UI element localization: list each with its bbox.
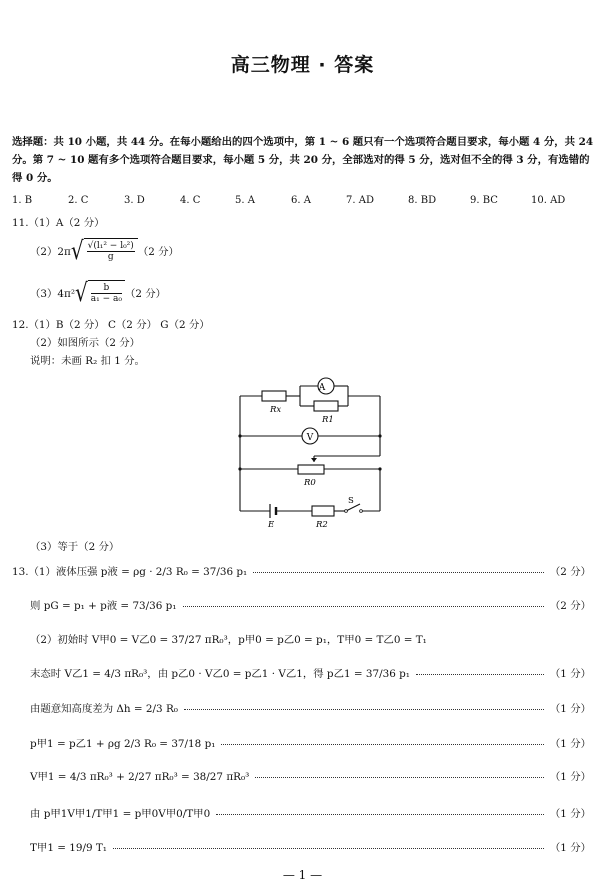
q13-line-text: p甲1 = p乙1 + ρg 2/3 R₀ = 37/18 p₁ <box>30 738 216 750</box>
q11-part2-denominator: g <box>107 252 114 262</box>
r2-label: R2 <box>316 520 328 530</box>
q13-line-score: （1 分） <box>549 703 591 715</box>
switch-label: S <box>348 496 354 506</box>
q12-note: 说明：未画 R₂ 扣 1 分。 <box>30 355 145 367</box>
ammeter-label: A <box>318 383 326 393</box>
q12-part1: 12.（1）B（2 分） C（2 分） G（2 分） <box>12 319 210 331</box>
q11-part2-prefix: （2）2π <box>30 245 71 258</box>
q13-line-score: （1 分） <box>549 668 591 680</box>
page-title: 高三物理 · 答案 <box>230 54 375 76</box>
r1-resistor <box>314 401 338 411</box>
choice-section-instructions: 选择题：共 10 小题，共 44 分。在每小题给出的四个选项中，第 1 ~ 6 题只有一个选项符合题目要求，每小题 4 分，共 24 分。第 7 ~ 10 题有多个选项符合题目要求，每小题 5 分，共 20 分，全部选对的得 5 分，选对但不全的得 3 分，有选错的得 0 分。 <box>12 136 594 184</box>
choice-answer: 4. C <box>180 195 201 206</box>
choice-answers-row <box>12 195 597 209</box>
q13-line-text: 由题意知高度差为 Δh = 2/3 R₀ <box>30 703 178 715</box>
q13-line-score: （1 分） <box>549 808 591 820</box>
q11-part2 <box>30 235 179 265</box>
junction-dot <box>378 467 381 470</box>
dotted-leader <box>184 709 544 710</box>
circuit-diagram <box>230 374 390 534</box>
q13-line <box>30 631 591 646</box>
dotted-leader <box>113 848 544 849</box>
q13-line <box>30 665 591 680</box>
q11-part3-fraction <box>91 283 122 304</box>
voltmeter-label: V <box>306 433 314 443</box>
choice-answer: 3. D <box>124 195 145 206</box>
dotted-leader <box>253 572 544 573</box>
r2-resistor <box>312 506 334 516</box>
slider-arrow <box>311 458 317 462</box>
choice-answer: 10. AD <box>531 195 566 206</box>
q13-line-text: 13.（1）液体压强 p液 = ρg · 2/3 R₀ = 37/36 p₁ <box>12 566 248 578</box>
choice-answer: 2. C <box>68 195 89 206</box>
q13-line <box>30 735 591 750</box>
q11-part2-numerator: √(l₁² − l₀²) <box>87 241 134 251</box>
q11-part2-score: （2 分） <box>137 245 179 258</box>
q13-line-text: （2）初始时 V甲0 = V乙0 = 37/27 πR₀³，p甲0 = p乙0 = p₁，T甲0 = T乙0 = T₁ <box>30 634 427 646</box>
r0-label: R0 <box>304 478 316 488</box>
dotted-leader <box>216 814 544 815</box>
junction-dot <box>238 434 241 437</box>
r1-label: R1 <box>322 415 334 425</box>
q13-line <box>30 839 591 854</box>
dotted-leader <box>221 744 544 745</box>
q11-part3-numerator: b <box>91 283 122 294</box>
switch-contact <box>360 510 363 513</box>
q13-line-text: 由 p甲1V甲1/T甲1 = p甲0V甲0/T甲0 <box>30 808 211 820</box>
q12-part2: （2）如图所示（2 分） <box>30 337 141 349</box>
choice-answer: 1. B <box>12 195 33 206</box>
q13-line-score: （1 分） <box>549 771 591 783</box>
rx-resistor <box>262 391 286 401</box>
q13-line-text: 末态时 V乙1 = 4/3 πR₀³，由 p乙0 · V乙0 = p乙1 · V乙1，得 p乙1 = 37/36 p₁ <box>30 668 410 680</box>
dotted-leader <box>416 674 544 675</box>
dotted-leader <box>183 606 544 607</box>
q13-line-text: V甲1 = 4/3 πR₀³ + 2/27 πR₀³ = 38/27 πR₀³ <box>30 771 250 783</box>
choice-answer: 5. A <box>235 195 255 206</box>
choice-answer: 8. BD <box>408 195 437 206</box>
q13-line <box>30 805 591 820</box>
emf-label: E <box>268 520 275 530</box>
q11-part3-prefix: （3）4π² <box>30 287 75 300</box>
junction-dot <box>238 467 241 470</box>
q13-line <box>30 597 591 612</box>
q13-line-score: （1 分） <box>549 738 591 750</box>
junction-dot <box>378 434 381 437</box>
q11-part2-sqrt: √ $\frac{\text{√(l₁² − l₀²)}}{g}$ <box>71 238 138 262</box>
q11-part3-sqrt: √ $\frac{b}{\text{a₁ − a₀}}$ <box>75 280 125 304</box>
q13-line <box>30 768 591 783</box>
choice-answer: 9. BC <box>470 195 498 206</box>
q13-line-text: T甲1 = 19/9 T₁ <box>30 842 107 854</box>
q13-line <box>30 700 591 715</box>
page-number: — 1 — <box>282 868 323 882</box>
switch-contact <box>345 510 348 513</box>
rx-label: Rx <box>270 405 282 415</box>
dotted-leader <box>255 777 544 778</box>
choice-answer: 7. AD <box>346 195 374 206</box>
q13-line-score: （1 分） <box>549 842 591 854</box>
q11-part3-denominator: a₁ − a₀ <box>90 294 122 304</box>
q11-part3 <box>30 277 167 307</box>
q13-line-score: （2 分） <box>549 600 591 612</box>
q11-part2-fraction <box>87 241 135 262</box>
choice-answer: 6. A <box>291 195 311 206</box>
q12-part3: （3）等于（2 分） <box>30 541 120 553</box>
q13-line-score: （2 分） <box>549 566 591 578</box>
q11-part3-score: （2 分） <box>124 287 167 300</box>
r0-rheostat <box>298 465 324 474</box>
q13-line <box>12 563 591 578</box>
q13-line-text: 则 pG = p₁ + p液 = 73/36 p₁ <box>30 600 177 612</box>
q11-part1: 11.（1）A（2 分） <box>12 217 105 229</box>
